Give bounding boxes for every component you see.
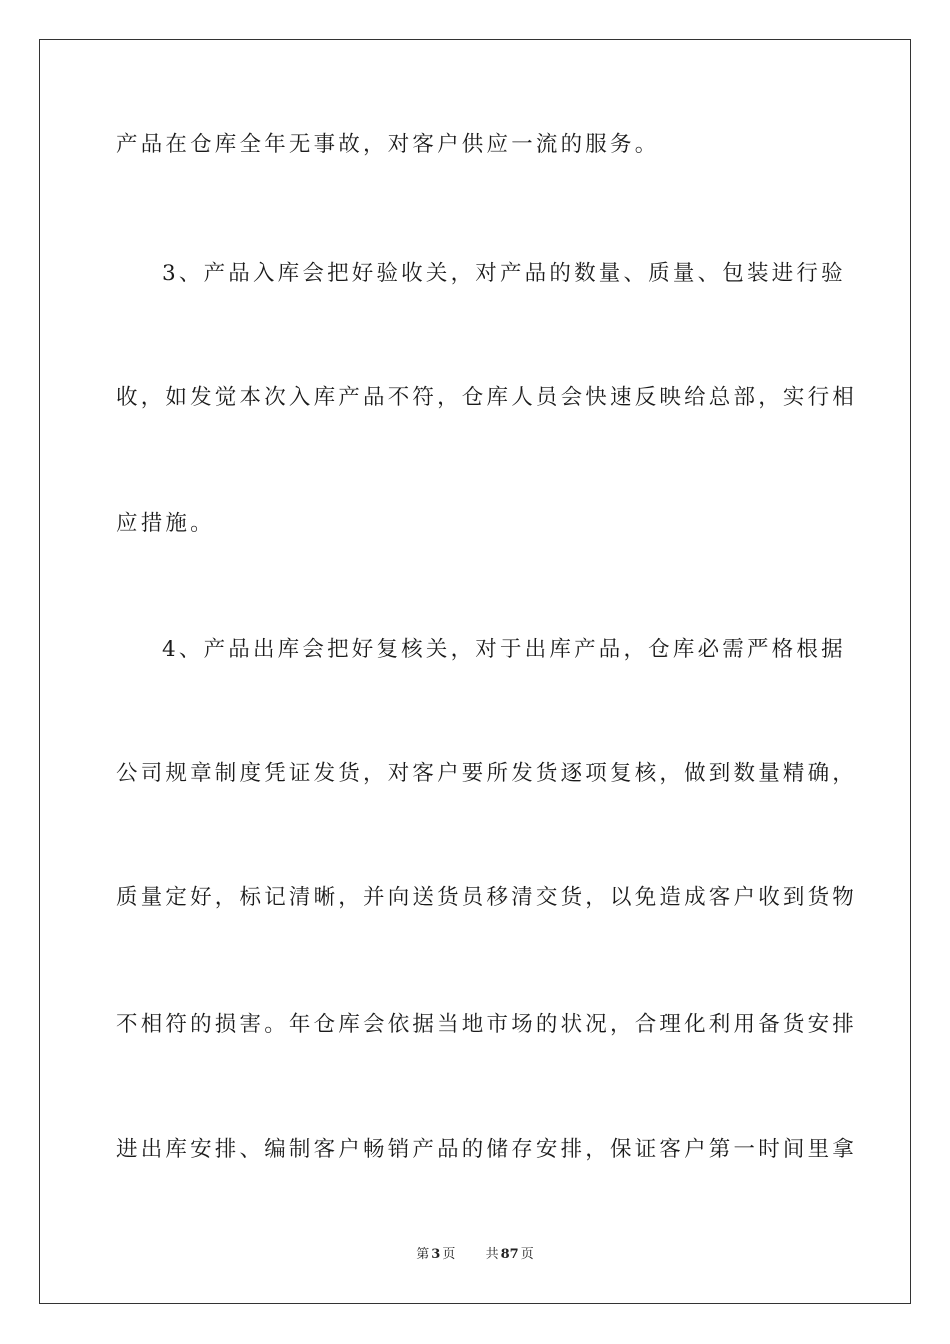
text-line: 4、产品出库会把好复核关，对于出库产品，仓库必需严格根据 xyxy=(162,637,846,662)
text-line: 产品在仓库全年无事故，对客户供应一流的服务。 xyxy=(116,132,660,157)
total-suffix: 页 xyxy=(520,1247,534,1262)
text-line: 收，如发觉本次入库产品不符，仓库人员会快速反映给总部，实行相 xyxy=(116,385,858,410)
text-line: 进出库安排、编制客户畅销产品的储存安排，保证客户第一时间里拿 xyxy=(116,1137,858,1162)
text-line: 公司规章制度凭证发货，对客户要所发货逐项复核，做到数量精确， xyxy=(116,761,858,786)
total-pages: 87 xyxy=(500,1247,519,1262)
text-line: 3、产品入库会把好验收关，对产品的数量、质量、包装进行验 xyxy=(162,261,846,286)
text-line: 质量定好，标记清晰，并向送货员移清交货，以免造成客户收到货物 xyxy=(116,885,858,910)
page-number: 3 xyxy=(431,1247,441,1262)
page-prefix: 第 xyxy=(416,1247,430,1262)
text-line: 应措施。 xyxy=(116,511,215,536)
total-prefix: 共 xyxy=(485,1247,499,1262)
page-footer xyxy=(0,1246,950,1264)
page-suffix: 页 xyxy=(442,1247,456,1262)
text-line: 不相符的损害。年仓库会依据当地市场的状况，合理化利用备货安排 xyxy=(116,1012,858,1037)
page-border xyxy=(39,39,911,1304)
